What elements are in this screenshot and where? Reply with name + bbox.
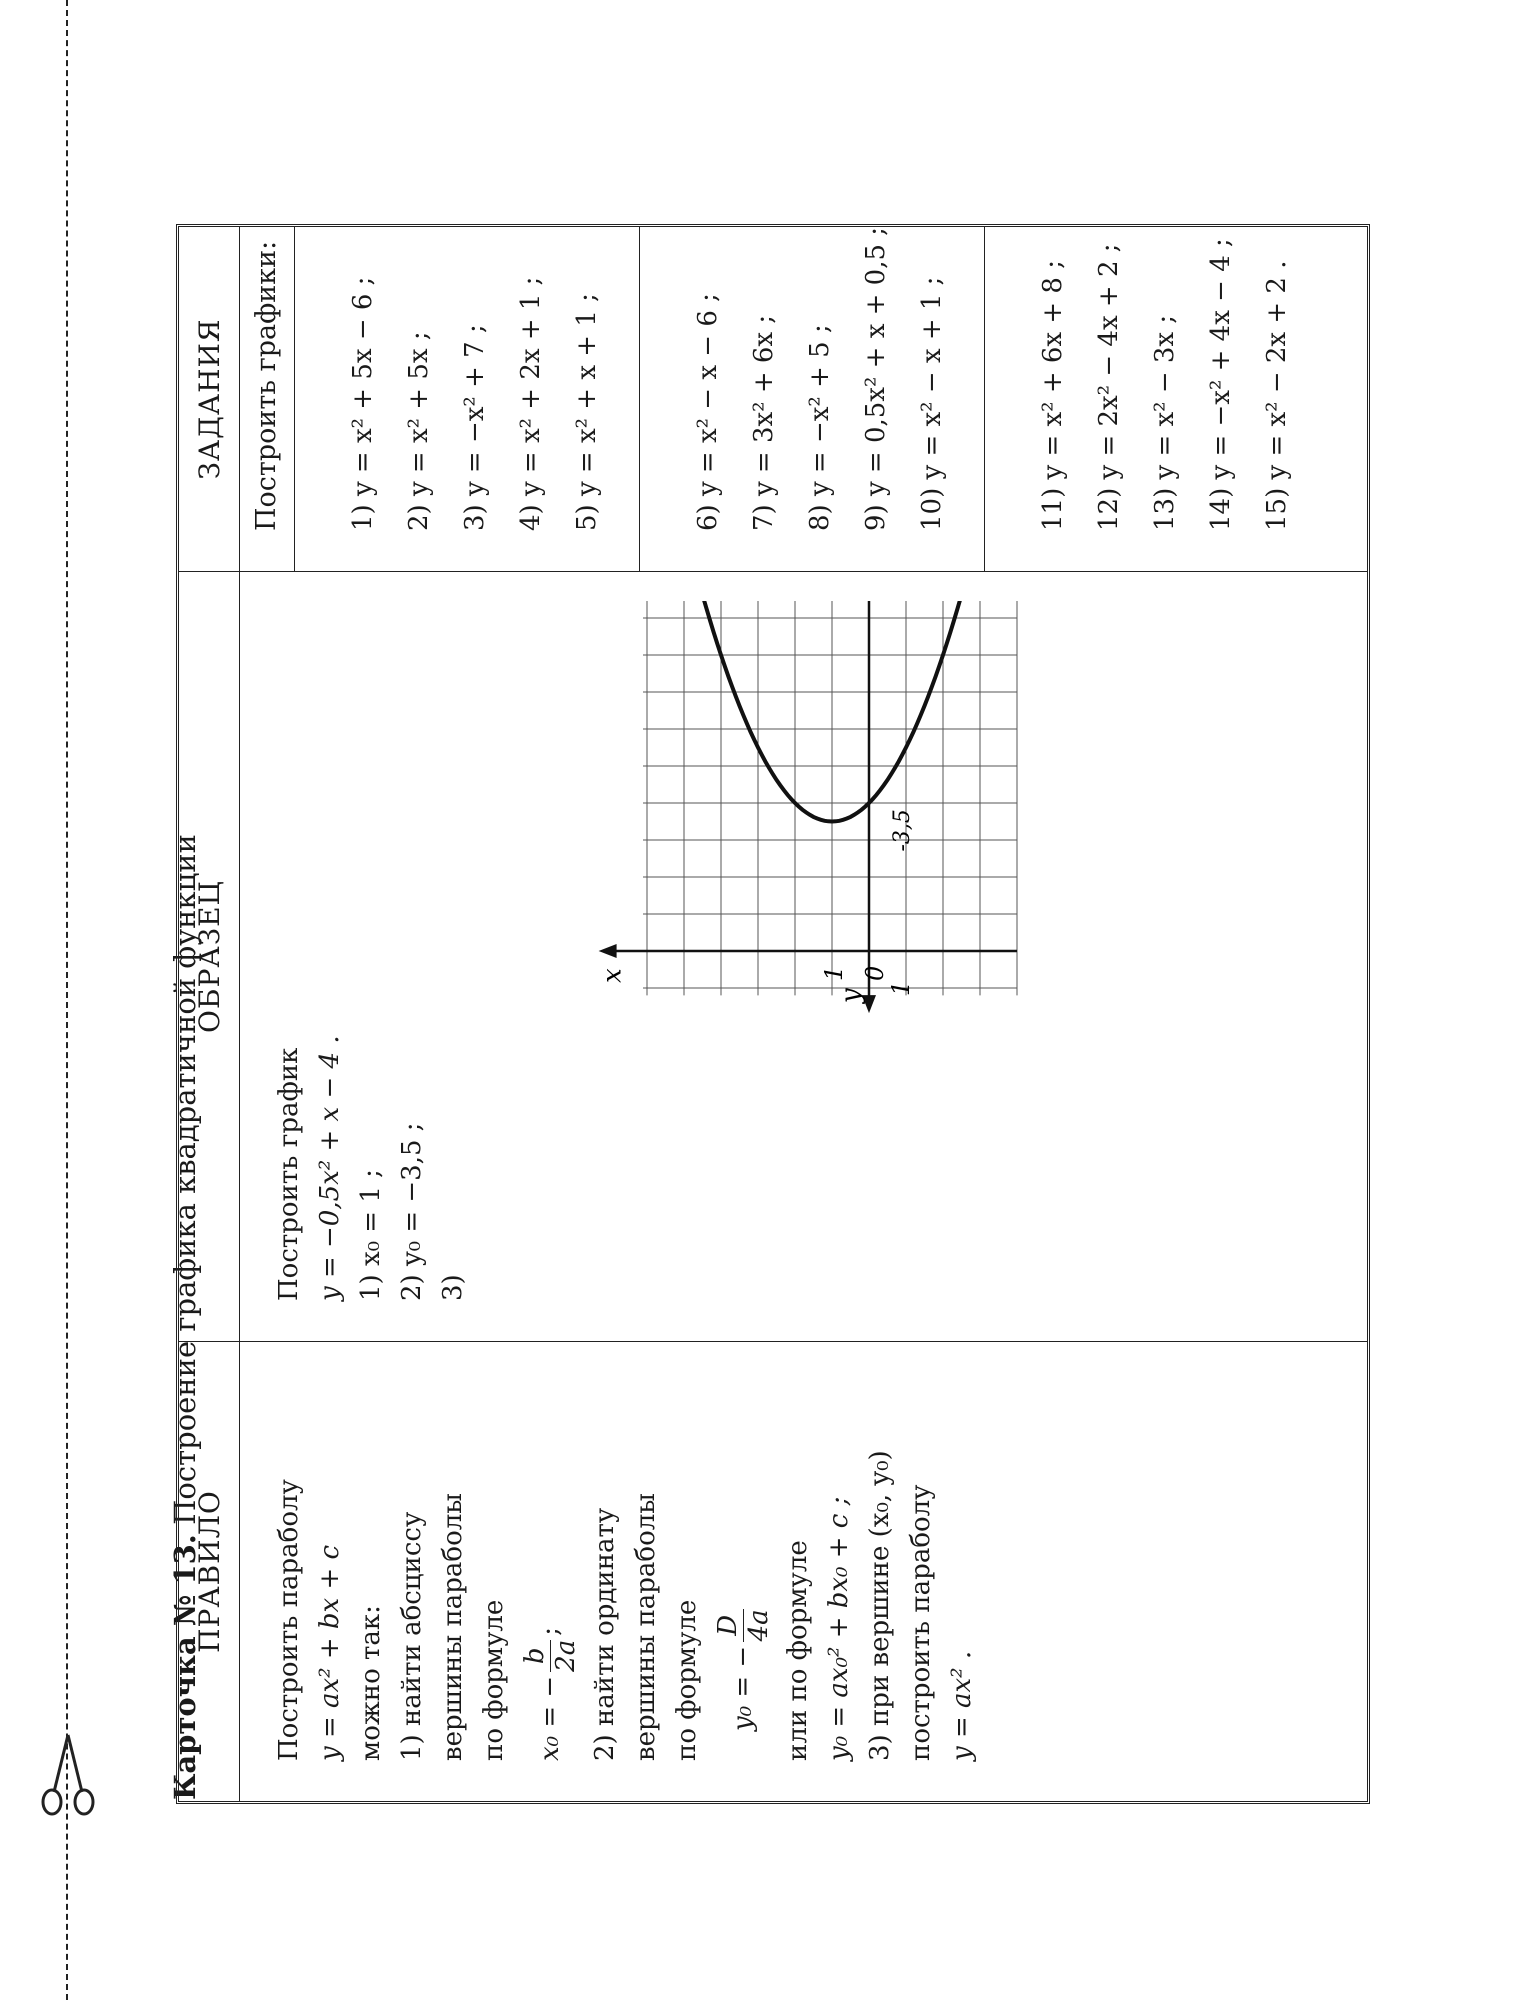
task-group-3: 11) y = x² + 6x + 8 ; 12) y = 2x² − 4x + 2 ; 13) y = x² − 3x ; 14) y = −x² + 4x − 4 ; 15) y = x² − 2x + 2 . bbox=[1038, 238, 1292, 531]
y-unit-label: 1 bbox=[887, 980, 915, 996]
tasks-column bbox=[179, 227, 1367, 571]
y-axis-label: y bbox=[836, 988, 866, 1004]
x-unit-label: 1 bbox=[820, 965, 848, 981]
rule-column bbox=[179, 1341, 1367, 1801]
tasks-subheader: Построить графики: bbox=[239, 227, 295, 571]
card-table bbox=[176, 224, 1370, 1804]
rule-text: Построить параболу y = ax² + bx + c можно так: 1) найти абсциссу вершины параболы по формуле x₀ = − b 2a ; 2) найти ординату вершины параболы по формуле y₀ = − D 4a или по формуле y₀ = ax₀² + bx₀ + c ; 3) при вершине (x₀, y₀) построить параболу y = ax² . bbox=[269, 1352, 983, 1761]
card-title: Карточка № 13. Построение графика квадратичной функции bbox=[168, 834, 202, 1800]
vertex-label: -3,5 bbox=[890, 809, 915, 852]
x-axis-arrow bbox=[599, 944, 617, 958]
x0-formula: x₀ = − b 2a ; bbox=[519, 1627, 581, 1761]
task-group-1: 1) y = x² + 5x − 6 ; 2) y = x² + 5x ; 3) y = −x² + 7 ; 4) y = x² + 2x + 1 ; 5) y = x² + x + 1 ; bbox=[295, 227, 640, 571]
parabola-curve bbox=[699, 601, 969, 822]
y0-formula: y₀ = − D 4a bbox=[712, 1609, 774, 1731]
rule-header: ПРАВИЛО bbox=[179, 1342, 240, 1801]
sample-column bbox=[179, 571, 1367, 1341]
sample-header: ОБРАЗЕЦ bbox=[179, 572, 240, 1341]
sample-text: Построить график y = −0,5x² + x − 4 . 1) x₀ = 1 ; 2) y₀ = −3,5 ; 3) bbox=[274, 1035, 468, 1301]
tasks-header: ЗАДАНИЯ bbox=[179, 227, 240, 571]
parabola-chart bbox=[569, 601, 1089, 1101]
x-axis-label: x bbox=[597, 968, 628, 983]
task-group-2: 6) y = x² − x − 6 ; 7) y = 3x² + 6x ; 8) y = −x² + 5 ; 9) y = 0,5x² + x + 0,5 ; 10) y = x² − x + 1 ; bbox=[640, 227, 985, 571]
origin-label: 0 bbox=[861, 965, 889, 981]
